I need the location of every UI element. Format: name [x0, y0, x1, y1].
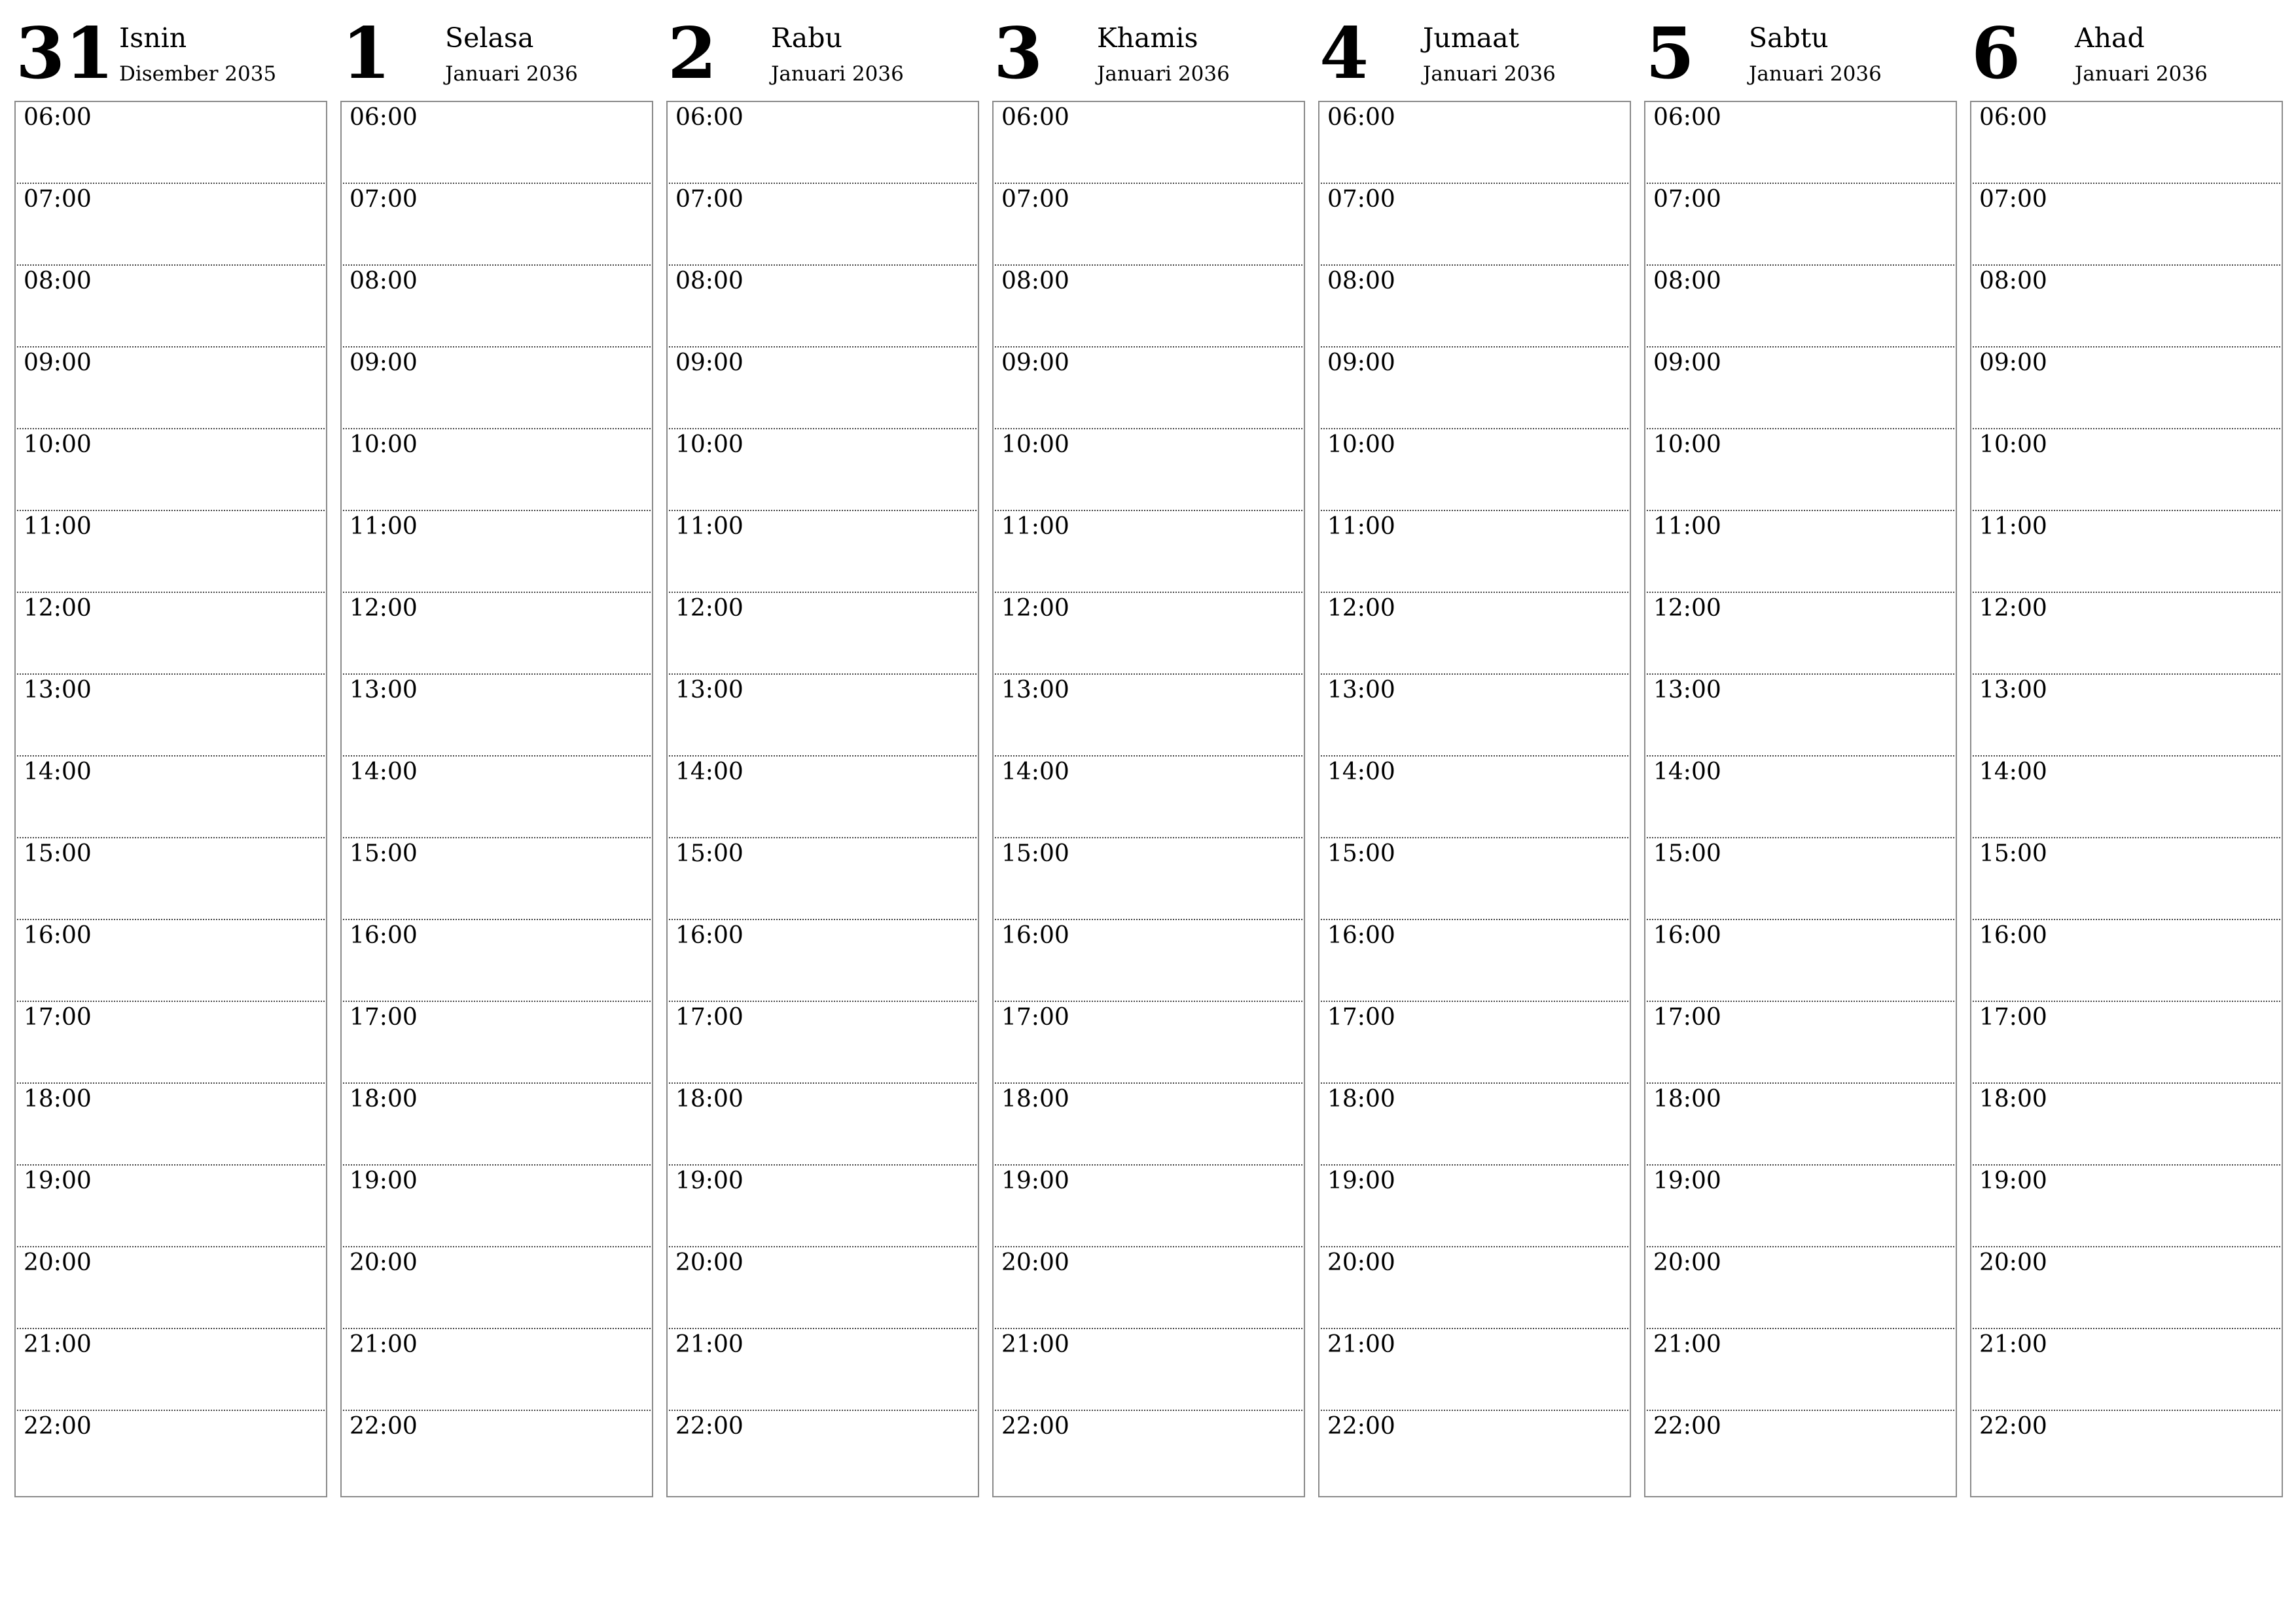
hour-label: 16:00 [350, 922, 418, 949]
hour-slot[interactable] [343, 102, 651, 184]
hour-slot[interactable] [343, 1084, 651, 1166]
hour-label: 16:00 [1327, 922, 1395, 949]
hour-label: 06:00 [24, 104, 92, 131]
hour-slot[interactable] [669, 184, 977, 266]
hour-slot[interactable] [995, 511, 1302, 593]
month-year: Januari 2036 [1423, 62, 1556, 86]
month-year: Januari 2036 [1097, 62, 1230, 86]
hour-slot[interactable] [669, 838, 977, 920]
month-year: Januari 2036 [445, 62, 578, 86]
hour-label: 20:00 [1653, 1249, 1721, 1276]
hour-label: 11:00 [1327, 513, 1395, 540]
hour-slot[interactable] [343, 675, 651, 757]
hour-label: 18:00 [1001, 1086, 1069, 1113]
hour-slot[interactable] [1973, 1002, 2280, 1084]
day-schedule-box [340, 101, 653, 1497]
hour-slot[interactable] [1321, 184, 1628, 266]
hour-label: 19:00 [1653, 1168, 1721, 1194]
hour-label: 13:00 [350, 677, 418, 704]
hour-label: 06:00 [1327, 104, 1395, 131]
hour-label: 06:00 [1001, 104, 1069, 131]
hour-label: 13:00 [1653, 677, 1721, 704]
day-column [992, 0, 1305, 1440]
hour-slot[interactable] [995, 1166, 1302, 1247]
day-name: Selasa [445, 22, 534, 54]
hour-slot[interactable] [669, 1247, 977, 1329]
hour-label: 17:00 [1001, 1004, 1069, 1031]
day-column [340, 0, 653, 1440]
hour-slot[interactable] [1973, 1329, 2280, 1411]
hour-label: 18:00 [675, 1086, 744, 1113]
hour-slot[interactable] [1647, 184, 1954, 266]
hour-slot[interactable] [669, 348, 977, 429]
hour-slot[interactable] [343, 1166, 651, 1247]
hour-slot[interactable] [1647, 1084, 1954, 1166]
day-header [14, 0, 327, 101]
day-header [1318, 0, 1631, 101]
hour-slot[interactable] [343, 348, 651, 429]
hour-label: 13:00 [1327, 677, 1395, 704]
hour-slot[interactable] [995, 1002, 1302, 1084]
hour-label: 19:00 [675, 1168, 744, 1194]
hour-slot[interactable] [17, 266, 325, 348]
hour-label: 08:00 [1653, 268, 1721, 294]
hour-slot[interactable] [1647, 675, 1954, 757]
hour-label: 08:00 [24, 268, 92, 294]
hour-label: 17:00 [24, 1004, 92, 1031]
hour-label: 21:00 [1327, 1331, 1395, 1358]
hour-label: 21:00 [1001, 1331, 1069, 1358]
hour-slot[interactable] [669, 511, 977, 593]
hour-label: 22:00 [350, 1413, 418, 1440]
hour-slot[interactable] [995, 1411, 1302, 1493]
hour-label: 10:00 [1653, 431, 1721, 458]
hour-label: 07:00 [675, 186, 744, 213]
hour-slot[interactable] [1321, 1002, 1628, 1084]
hour-slot[interactable] [1647, 1247, 1954, 1329]
day-schedule-box [1970, 101, 2283, 1497]
hour-slot[interactable] [1321, 511, 1628, 593]
hour-label: 08:00 [1327, 268, 1395, 294]
hour-slot[interactable] [995, 102, 1302, 184]
hour-label: 18:00 [24, 1086, 92, 1113]
hour-slot[interactable] [669, 920, 977, 1002]
hour-slot[interactable] [17, 838, 325, 920]
hour-slot[interactable] [17, 511, 325, 593]
hour-label: 22:00 [24, 1413, 92, 1440]
hour-slot[interactable] [17, 1247, 325, 1329]
hour-label: 06:00 [675, 104, 744, 131]
hour-label: 13:00 [1001, 677, 1069, 704]
hour-slot[interactable] [995, 920, 1302, 1002]
hour-slot[interactable] [1321, 1166, 1628, 1247]
hour-label: 06:00 [1979, 104, 2047, 131]
hour-slot[interactable] [343, 266, 651, 348]
hour-label: 12:00 [1979, 595, 2047, 622]
hour-label: 17:00 [350, 1004, 418, 1031]
hour-label: 09:00 [1979, 349, 2047, 376]
hour-label: 06:00 [350, 104, 418, 131]
hour-label: 15:00 [1979, 840, 2047, 867]
hour-label: 08:00 [350, 268, 418, 294]
hour-slot[interactable] [669, 757, 977, 838]
hour-slot[interactable] [1973, 757, 2280, 838]
hour-label: 17:00 [1327, 1004, 1395, 1031]
hour-slot[interactable] [1973, 920, 2280, 1002]
hour-label: 11:00 [675, 513, 744, 540]
hour-slot[interactable] [17, 1002, 325, 1084]
hour-slot[interactable] [669, 1166, 977, 1247]
hour-label: 15:00 [1653, 840, 1721, 867]
hour-slot[interactable] [1321, 1329, 1628, 1411]
hour-label: 19:00 [1327, 1168, 1395, 1194]
hour-slot[interactable] [17, 1411, 325, 1493]
hour-slot[interactable] [1647, 429, 1954, 511]
hour-label: 22:00 [1653, 1413, 1721, 1440]
hour-slot[interactable] [17, 429, 325, 511]
hour-slot[interactable] [1647, 838, 1954, 920]
day-header [666, 0, 979, 101]
day-column [14, 0, 327, 1440]
hour-label: 10:00 [350, 431, 418, 458]
day-name: Jumaat [1423, 22, 1520, 54]
hour-slot[interactable] [1647, 1411, 1954, 1493]
day-number: 3 [994, 12, 1043, 95]
hour-slot[interactable] [1973, 102, 2280, 184]
hour-slot[interactable] [1973, 348, 2280, 429]
day-column [666, 0, 979, 1440]
hour-label: 14:00 [1979, 758, 2047, 785]
hour-label: 16:00 [1001, 922, 1069, 949]
hour-slot[interactable] [343, 593, 651, 675]
hour-label: 07:00 [24, 186, 92, 213]
hour-slot[interactable] [343, 511, 651, 593]
day-number: 2 [668, 12, 717, 95]
hour-label: 22:00 [1001, 1413, 1069, 1440]
hour-label: 22:00 [675, 1413, 744, 1440]
hour-slot[interactable] [1973, 1084, 2280, 1166]
hour-slot[interactable] [1647, 593, 1954, 675]
hour-slot[interactable] [1973, 1166, 2280, 1247]
hour-label: 21:00 [350, 1331, 418, 1358]
hour-label: 11:00 [24, 513, 92, 540]
hour-label: 17:00 [1653, 1004, 1721, 1031]
hour-slot[interactable] [1647, 348, 1954, 429]
hour-slot[interactable] [1647, 757, 1954, 838]
day-column [1644, 0, 1957, 1440]
hour-slot[interactable] [995, 266, 1302, 348]
hour-slot[interactable] [343, 1329, 651, 1411]
day-schedule-box [992, 101, 1305, 1497]
hour-slot[interactable] [1321, 266, 1628, 348]
hour-slot[interactable] [669, 593, 977, 675]
hour-label: 14:00 [675, 758, 744, 785]
hour-slot[interactable] [1321, 757, 1628, 838]
hour-slot[interactable] [1647, 920, 1954, 1002]
day-name: Rabu [771, 22, 842, 54]
day-name: Sabtu [1749, 22, 1829, 54]
hour-label: 10:00 [1979, 431, 2047, 458]
hour-label: 21:00 [675, 1331, 744, 1358]
hour-slot[interactable] [995, 838, 1302, 920]
day-name: Khamis [1097, 22, 1198, 54]
hour-slot[interactable] [17, 757, 325, 838]
hour-slot[interactable] [343, 757, 651, 838]
hour-label: 16:00 [1979, 922, 2047, 949]
hour-label: 14:00 [1001, 758, 1069, 785]
hour-label: 19:00 [1979, 1168, 2047, 1194]
hour-slot[interactable] [1647, 102, 1954, 184]
hour-slot[interactable] [1647, 511, 1954, 593]
hour-slot[interactable] [995, 675, 1302, 757]
hour-label: 10:00 [1001, 431, 1069, 458]
hour-slot[interactable] [1647, 1002, 1954, 1084]
hour-slot[interactable] [995, 184, 1302, 266]
hour-label: 09:00 [24, 349, 92, 376]
hour-slot[interactable] [669, 1002, 977, 1084]
hour-slot[interactable] [343, 429, 651, 511]
hour-label: 09:00 [1001, 349, 1069, 376]
hour-slot[interactable] [17, 1329, 325, 1411]
hour-label: 14:00 [1327, 758, 1395, 785]
hour-label: 14:00 [1653, 758, 1721, 785]
hour-slot[interactable] [669, 1411, 977, 1493]
hour-slot[interactable] [1321, 920, 1628, 1002]
hour-label: 07:00 [350, 186, 418, 213]
hour-slot[interactable] [1321, 838, 1628, 920]
hour-label: 07:00 [1327, 186, 1395, 213]
hour-label: 12:00 [675, 595, 744, 622]
hour-label: 19:00 [350, 1168, 418, 1194]
hour-label: 18:00 [1979, 1086, 2047, 1113]
day-header [340, 0, 653, 101]
hour-slot[interactable] [1973, 1411, 2280, 1493]
hour-label: 19:00 [1001, 1168, 1069, 1194]
hour-slot[interactable] [995, 757, 1302, 838]
day-number: 4 [1319, 12, 1369, 95]
hour-slot[interactable] [669, 1329, 977, 1411]
day-number: 1 [342, 12, 391, 95]
hour-slot[interactable] [669, 675, 977, 757]
month-year: Januari 2036 [2075, 62, 2208, 86]
day-schedule-box [14, 101, 327, 1497]
day-schedule-box [1644, 101, 1957, 1497]
hour-label: 15:00 [1327, 840, 1395, 867]
hour-label: 07:00 [1653, 186, 1721, 213]
hour-label: 10:00 [24, 431, 92, 458]
hour-slot[interactable] [343, 184, 651, 266]
hour-label: 07:00 [1979, 186, 2047, 213]
hour-label: 20:00 [1979, 1249, 2047, 1276]
hour-label: 09:00 [1327, 349, 1395, 376]
day-number: 31 [16, 12, 115, 95]
hour-slot[interactable] [343, 1002, 651, 1084]
hour-label: 12:00 [1001, 595, 1069, 622]
hour-slot[interactable] [1647, 266, 1954, 348]
hour-slot[interactable] [343, 1411, 651, 1493]
day-name: Ahad [2075, 22, 2145, 54]
hour-label: 14:00 [24, 758, 92, 785]
hour-slot[interactable] [1647, 1166, 1954, 1247]
hour-label: 18:00 [1327, 1086, 1395, 1113]
hour-slot[interactable] [669, 102, 977, 184]
hour-slot[interactable] [995, 593, 1302, 675]
hour-slot[interactable] [1321, 429, 1628, 511]
hour-label: 15:00 [675, 840, 744, 867]
hour-slot[interactable] [17, 348, 325, 429]
day-schedule-box [1318, 101, 1631, 1497]
hour-label: 12:00 [24, 595, 92, 622]
hour-label: 16:00 [1653, 922, 1721, 949]
hour-slot[interactable] [1973, 266, 2280, 348]
hour-label: 10:00 [1327, 431, 1395, 458]
hour-label: 22:00 [1327, 1413, 1395, 1440]
weekly-planner [14, 0, 2291, 1505]
month-year: Januari 2036 [771, 62, 904, 86]
hour-label: 16:00 [24, 922, 92, 949]
hour-slot[interactable] [1973, 675, 2280, 757]
hour-label: 19:00 [24, 1168, 92, 1194]
hour-slot[interactable] [1321, 593, 1628, 675]
hour-slot[interactable] [1973, 184, 2280, 266]
hour-slot[interactable] [1321, 348, 1628, 429]
hour-slot[interactable] [343, 1247, 651, 1329]
hour-label: 16:00 [675, 922, 744, 949]
hour-label: 21:00 [1653, 1331, 1721, 1358]
hour-slot[interactable] [1973, 511, 2280, 593]
hour-slot[interactable] [17, 102, 325, 184]
hour-label: 13:00 [675, 677, 744, 704]
hour-label: 09:00 [1653, 349, 1721, 376]
hour-slot[interactable] [1321, 1247, 1628, 1329]
hour-slot[interactable] [995, 1329, 1302, 1411]
hour-label: 11:00 [350, 513, 418, 540]
hour-label: 13:00 [24, 677, 92, 704]
hour-label: 22:00 [1979, 1413, 2047, 1440]
hour-slot[interactable] [17, 184, 325, 266]
hour-label: 12:00 [1653, 595, 1721, 622]
hour-slot[interactable] [669, 1084, 977, 1166]
hour-slot[interactable] [343, 920, 651, 1002]
hour-label: 08:00 [1979, 268, 2047, 294]
hour-label: 21:00 [1979, 1331, 2047, 1358]
hour-slot[interactable] [995, 1247, 1302, 1329]
hour-label: 09:00 [350, 349, 418, 376]
hour-slot[interactable] [1321, 675, 1628, 757]
hour-slot[interactable] [1973, 838, 2280, 920]
hour-label: 18:00 [1653, 1086, 1721, 1113]
hour-label: 12:00 [1327, 595, 1395, 622]
hour-label: 12:00 [350, 595, 418, 622]
day-number: 5 [1645, 12, 1695, 95]
day-header [1644, 0, 1957, 101]
hour-label: 17:00 [675, 1004, 744, 1031]
hour-label: 11:00 [1653, 513, 1721, 540]
hour-label: 20:00 [24, 1249, 92, 1276]
hour-slot[interactable] [17, 593, 325, 675]
hour-label: 15:00 [350, 840, 418, 867]
hour-label: 10:00 [675, 431, 744, 458]
hour-label: 08:00 [1001, 268, 1069, 294]
hour-slot[interactable] [1647, 1329, 1954, 1411]
hour-slot[interactable] [1973, 429, 2280, 511]
hour-label: 20:00 [1327, 1249, 1395, 1276]
hour-slot[interactable] [343, 838, 651, 920]
day-schedule-box [666, 101, 979, 1497]
hour-label: 15:00 [1001, 840, 1069, 867]
hour-slot[interactable] [17, 675, 325, 757]
day-column [1318, 0, 1631, 1440]
hour-label: 09:00 [675, 349, 744, 376]
hour-label: 20:00 [1001, 1249, 1069, 1276]
day-column [1970, 0, 2283, 1440]
hour-label: 11:00 [1979, 513, 2047, 540]
hour-label: 13:00 [1979, 677, 2047, 704]
hour-slot[interactable] [17, 920, 325, 1002]
month-year: Januari 2036 [1749, 62, 1882, 86]
hour-label: 18:00 [350, 1086, 418, 1113]
month-year: Disember 2035 [119, 62, 277, 86]
hour-label: 20:00 [350, 1249, 418, 1276]
day-header [1970, 0, 2283, 101]
hour-label: 17:00 [1979, 1004, 2047, 1031]
hour-slot[interactable] [17, 1084, 325, 1166]
hour-slot[interactable] [1321, 1411, 1628, 1493]
hour-label: 21:00 [24, 1331, 92, 1358]
hour-label: 20:00 [675, 1249, 744, 1276]
hour-label: 06:00 [1653, 104, 1721, 131]
hour-slot[interactable] [1321, 1084, 1628, 1166]
hour-label: 07:00 [1001, 186, 1069, 213]
hour-label: 11:00 [1001, 513, 1069, 540]
hour-slot[interactable] [1973, 593, 2280, 675]
hour-slot[interactable] [669, 429, 977, 511]
day-header [992, 0, 1305, 101]
day-name: Isnin [119, 22, 187, 54]
hour-label: 15:00 [24, 840, 92, 867]
hour-slot[interactable] [995, 1084, 1302, 1166]
hour-slot[interactable] [995, 429, 1302, 511]
hour-slot[interactable] [1321, 102, 1628, 184]
hour-slot[interactable] [669, 266, 977, 348]
hour-label: 14:00 [350, 758, 418, 785]
hour-slot[interactable] [17, 1166, 325, 1247]
hour-slot[interactable] [1973, 1247, 2280, 1329]
day-number: 6 [1971, 12, 2021, 95]
hour-slot[interactable] [995, 348, 1302, 429]
hour-label: 08:00 [675, 268, 744, 294]
